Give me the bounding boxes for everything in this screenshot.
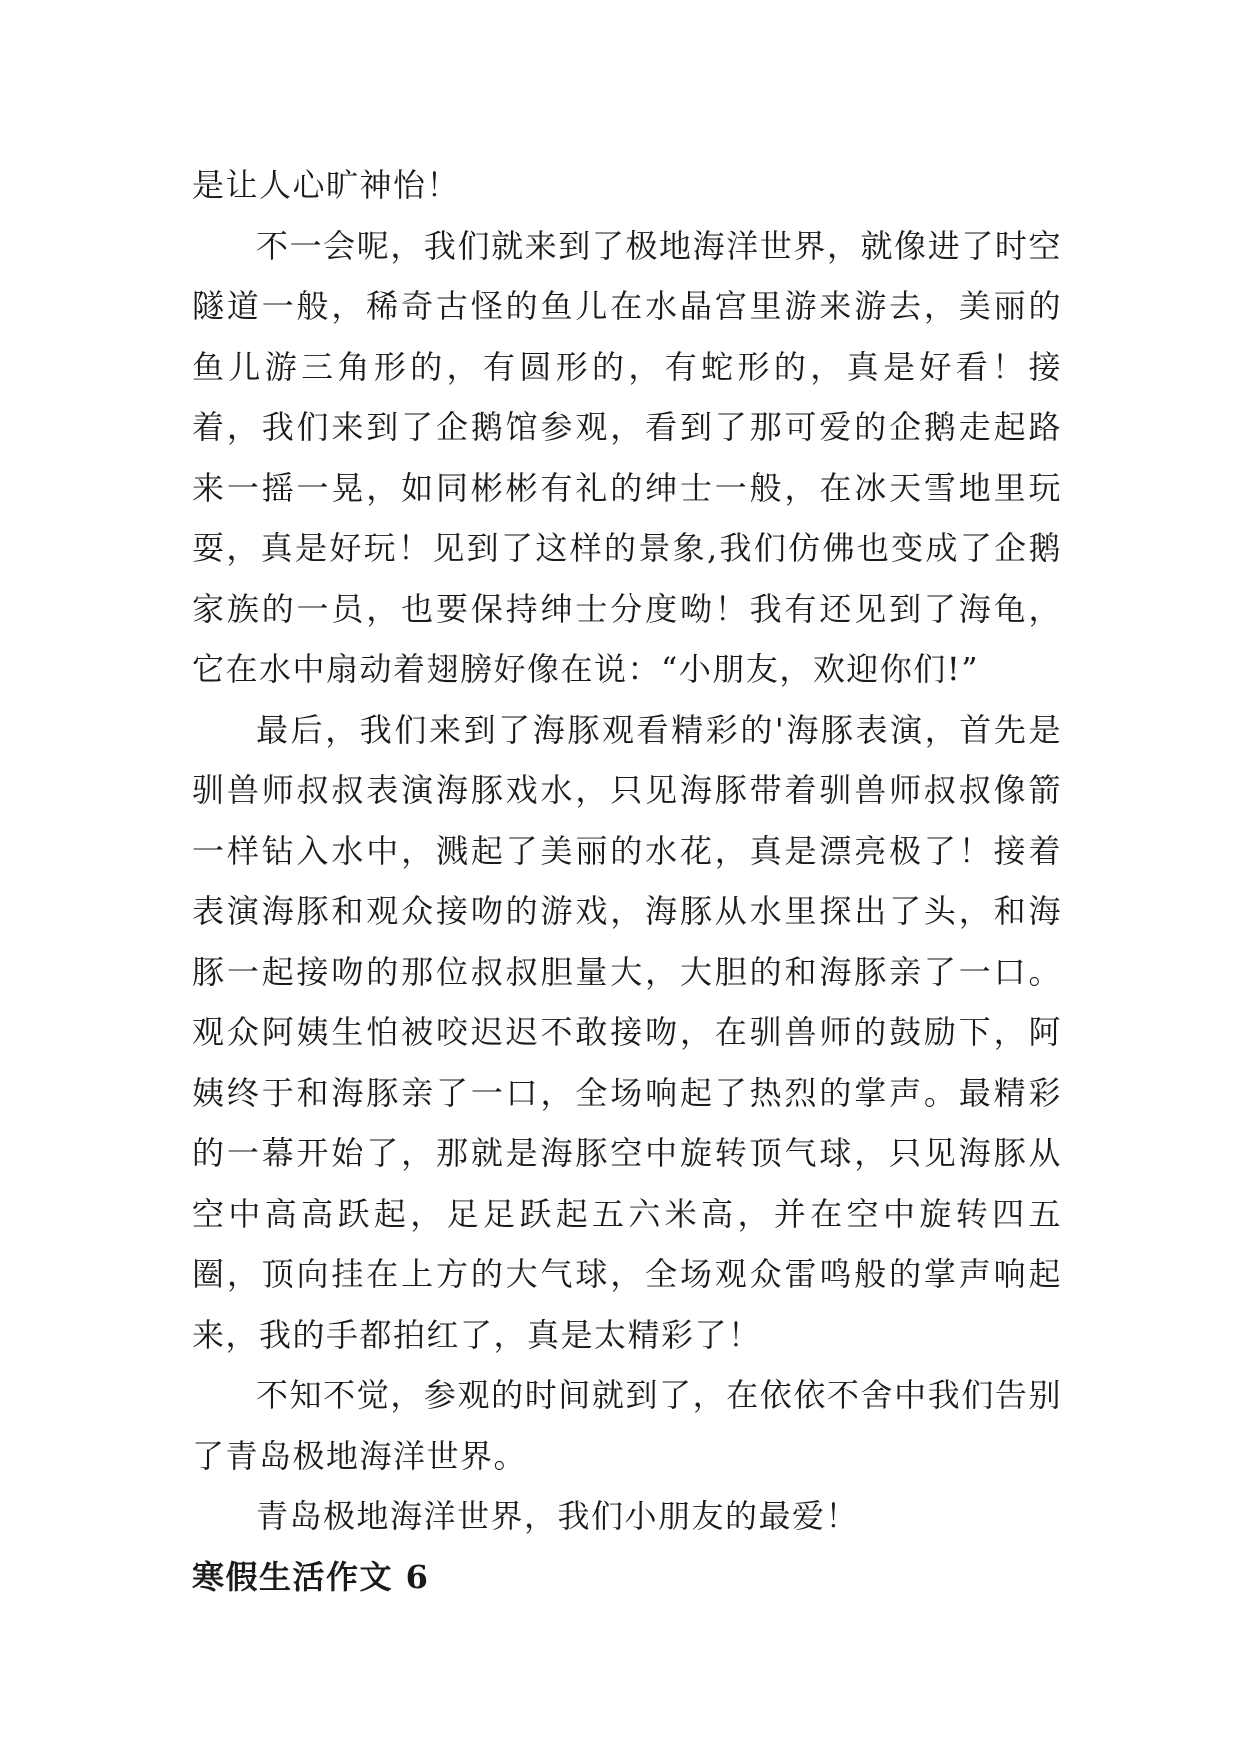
paragraph-farewell: 不知不觉，参观的时间就到了，在依依不舍中我们告别了青岛极地海洋世界。: [192, 1376, 1062, 1475]
paragraph-dolphin-show: 最后，我们来到了海豚观看精彩的'海豚表演，首先是驯兽师叔叔表演海豚戏水，只见海豚带着驯兽师叔叔像箭一样钻入水中，溅起了美丽的水花，真是漂亮极了！接着表演海豚和观众接吻的游戏，海豚从水里探出了头，和海豚一起接吻的那位叔叔胆量大，大胆的和海豚亲了一口。观众阿姨生怕被咬迟迟不敢接吻，在驯兽师的鼓励下，阿姨终于和海豚亲了一口，全场响起了热烈的掌声。最精彩的一幕开始了，那就是海豚空中旋转顶气球，只见海豚从空中高高跃起，足足跃起五六米高，并在空中旋转四五圈，顶向挂在上方的大气球，全场观众雷鸣般的掌声响起来，我的手都拍红了，真是太精彩了！: [192, 710, 1062, 1354]
paragraph-ocean-world: 不一会呢，我们就来到了极地海洋世界，就像进了时空隧道一般，稀奇古怪的鱼儿在水晶宫里游来游去，美丽的鱼儿游三角形的，有圆形的，有蛇形的，真是好看！接着，我们来到了企鹅馆参观，看到了那可爱的企鹅走起路来一摇一晃，如同彬彬有礼的绅士一般，在冰天雪地里玩耍，真是好玩！见到了这样的景象,我们仿佛也变成了企鹅家族的一员，也要保持绅士分度呦！我有还见到了海龟，它在水中扇动着翅膀好像在说：“小朋友，欢迎你们!”: [192, 226, 1062, 688]
document-body: [192, 155, 1062, 1607]
essay-heading: 寒假生活作文 6: [192, 1557, 430, 1596]
paragraph-continuation: 是让人心旷神怡！: [192, 166, 461, 204]
paragraph-conclusion: 青岛极地海洋世界，我们小朋友的最爱！: [256, 1497, 860, 1535]
